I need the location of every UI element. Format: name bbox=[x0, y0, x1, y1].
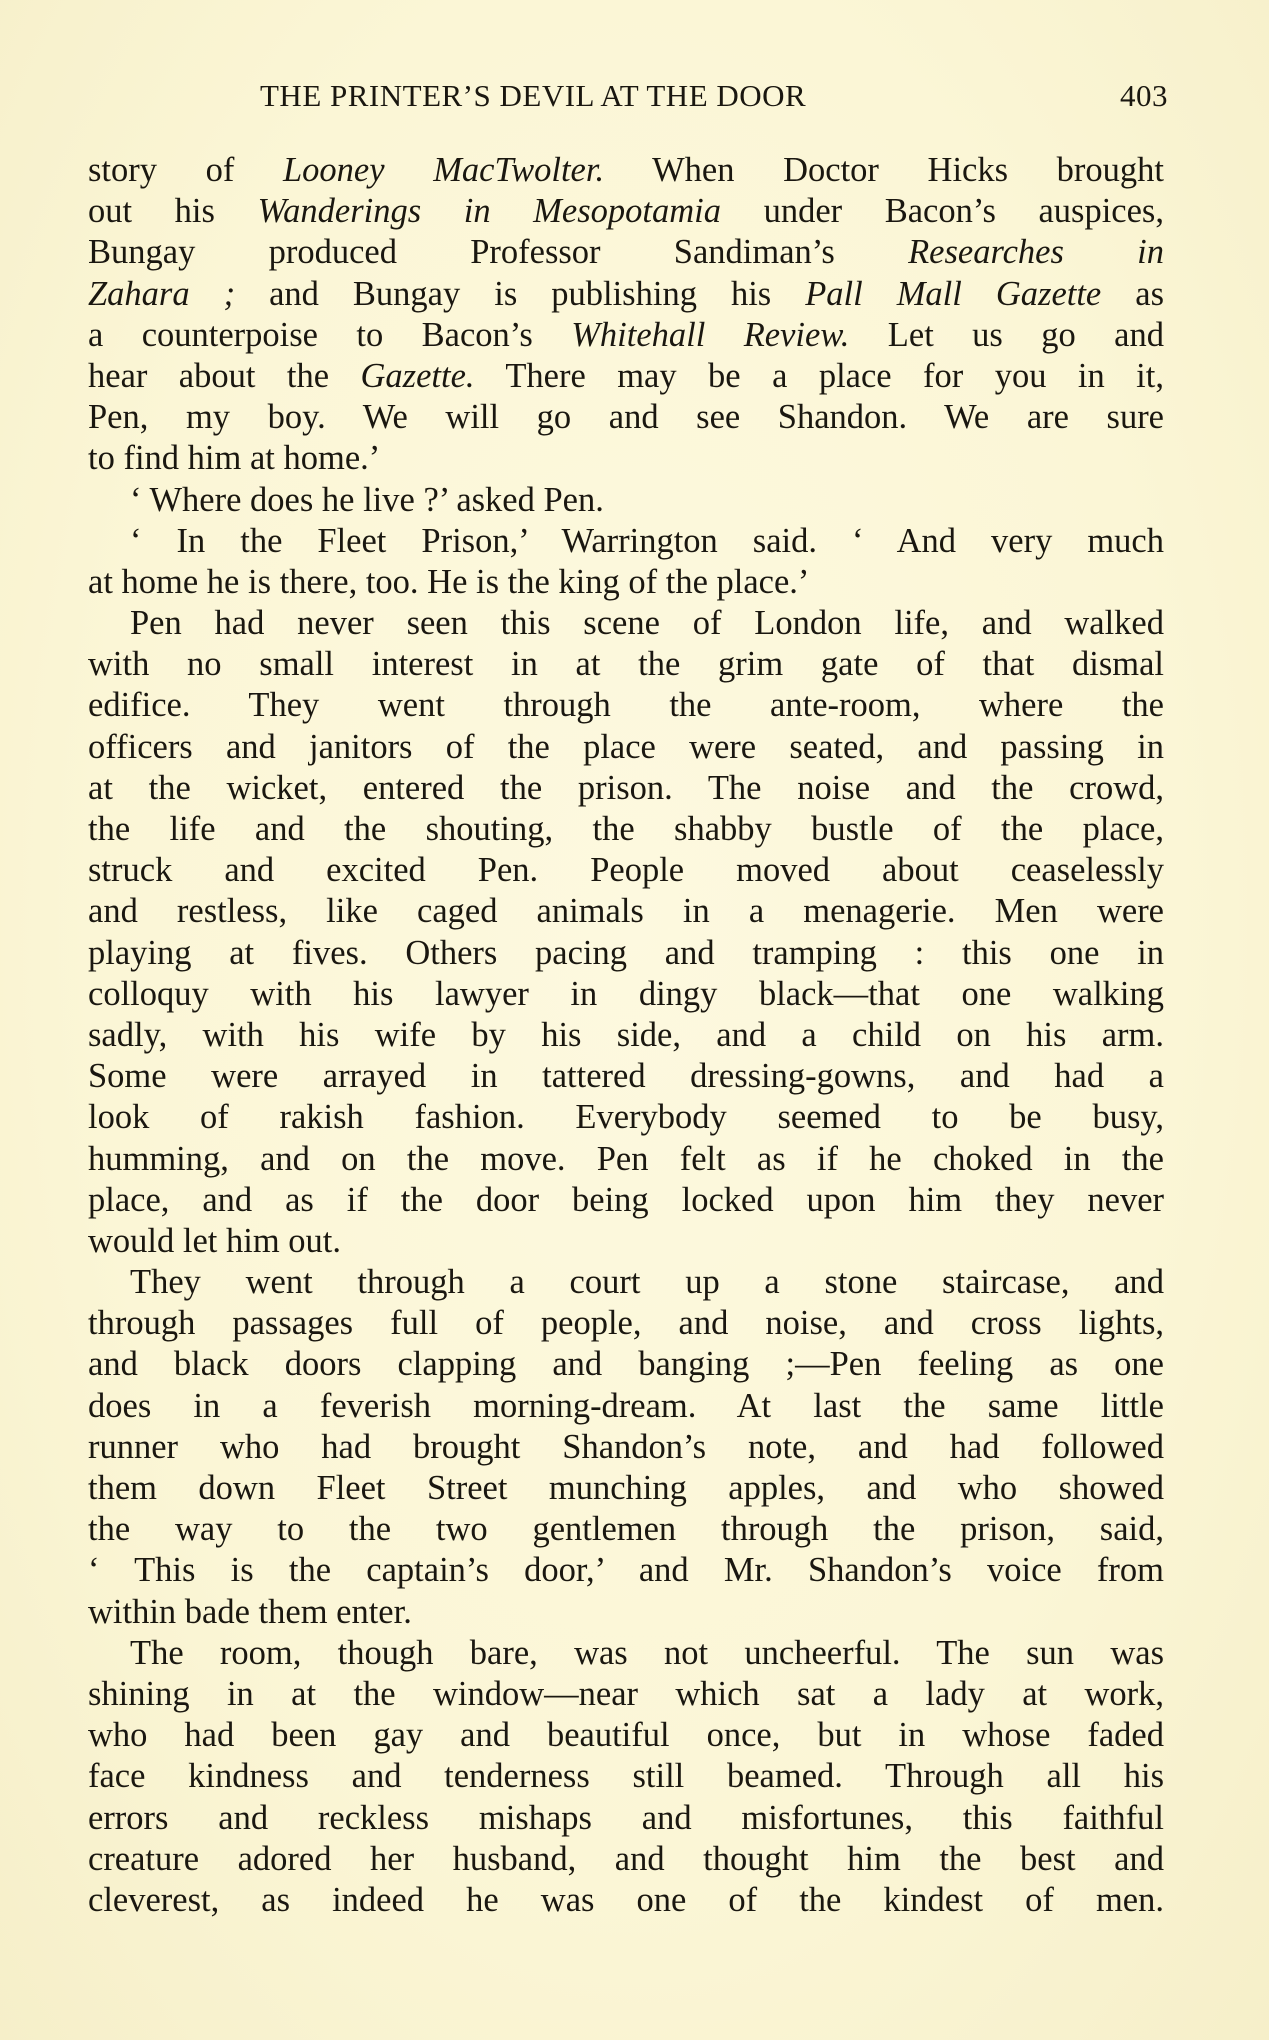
text-line: errors and reckless mishaps and misfortunes, this faithful bbox=[88, 1798, 1164, 1837]
text-line: them down Fleet Street munching apples, and who showed bbox=[88, 1469, 1164, 1507]
text-line: a counterpoise to Bacon’s Whitehall Review. Let us go and bbox=[88, 315, 1164, 354]
text-line: Pen had never seen this scene of London life, and walked bbox=[130, 604, 1164, 643]
text-line: at home he is there, too. He is the king of the place.’ bbox=[88, 562, 810, 601]
text-line: who had been gay and beautiful once, but in whose faded bbox=[88, 1716, 1164, 1755]
text-line: look of rakish fashion. Everybody seemed to be busy, bbox=[88, 1098, 1164, 1137]
text-line: to find him at home.’ bbox=[88, 439, 381, 478]
text-line: Zahara ; and Bungay is publishing his Pall Mall Gazette as bbox=[88, 274, 1164, 313]
text-line: colloquy with his lawyer in dingy black—that one walking bbox=[88, 974, 1164, 1013]
text-line: story of Looney MacTwolter. When Doctor Hicks brought bbox=[88, 151, 1164, 189]
text-line: and restless, like caged animals in a menagerie. Men were bbox=[88, 892, 1164, 931]
text-line: the way to the two gentlemen through the prison, said, bbox=[88, 1510, 1164, 1549]
text-line: humming, and on the move. Pen felt as if he choked in the bbox=[88, 1139, 1164, 1178]
text-line: Bungay produced Professor Sandiman’s Researches in bbox=[88, 233, 1164, 272]
text-line: struck and excited Pen. People moved about ceaselessly bbox=[88, 851, 1164, 890]
text-line: Some were arrayed in tattered dressing-gowns, and had a bbox=[88, 1057, 1164, 1096]
text-line: hear about the Gazette. There may be a place for you in it, bbox=[88, 356, 1164, 395]
text-line: ‘ Where does he live ?’ asked Pen. bbox=[130, 480, 604, 519]
text-line: with no small interest in at the grim gate of that dismal bbox=[88, 645, 1164, 684]
text-line: place, and as if the door being locked upon him they never bbox=[88, 1180, 1164, 1219]
text-line: Pen, my boy. We will go and see Shandon. We are sure bbox=[88, 398, 1164, 437]
text-line: ‘ In the Fleet Prison,’ Warrington said. ‘ And very much bbox=[130, 521, 1164, 560]
text-line: shining in at the window—near which sat a lady at work, bbox=[88, 1674, 1164, 1713]
text-line: sadly, with his wife by his side, and a child on his arm. bbox=[88, 1015, 1164, 1054]
body-text bbox=[88, 150, 1164, 1921]
text-line: through passages full of people, and noise, and cross lights, bbox=[88, 1304, 1164, 1343]
text-line: playing at fives. Others pacing and tramping : this one in bbox=[88, 933, 1164, 972]
text-line: does in a feverish morning-dream. At last the same little bbox=[88, 1386, 1164, 1425]
text-line: They went through a court up a stone staircase, and bbox=[130, 1263, 1164, 1302]
chapter-title: THE PRINTER’S DEVIL AT THE DOOR bbox=[260, 78, 807, 113]
text-line: officers and janitors of the place were seated, and passing in bbox=[88, 727, 1164, 766]
text-line: at the wicket, entered the prison. The noise and the crowd, bbox=[88, 768, 1164, 807]
text-line: face kindness and tenderness still beamed. Through all his bbox=[88, 1757, 1164, 1796]
text-line: within bade them enter. bbox=[88, 1592, 412, 1631]
text-line: would let him out. bbox=[88, 1221, 341, 1260]
text-line: The room, though bare, was not uncheerful. The sun was bbox=[130, 1633, 1164, 1672]
text-line: out his Wanderings in Mesopotamia under Bacon’s auspices, bbox=[88, 192, 1164, 231]
text-line: creature adored her husband, and thought him the best and bbox=[88, 1839, 1164, 1878]
text-line: ‘ This is the captain’s door,’ and Mr. Shandon’s voice from bbox=[88, 1551, 1164, 1590]
text-line: runner who had brought Shandon’s note, and had followed bbox=[88, 1427, 1164, 1466]
text-line: and black doors clapping and banging ;—Pen feeling as one bbox=[88, 1345, 1164, 1384]
page-number: 403 bbox=[1120, 78, 1168, 113]
text-line: edifice. They went through the ante-room, where the bbox=[88, 686, 1164, 725]
running-head bbox=[88, 78, 1168, 124]
text-line: cleverest, as indeed he was one of the kindest of men. bbox=[88, 1880, 1164, 1919]
text-line: the life and the shouting, the shabby bustle of the place, bbox=[88, 810, 1164, 848]
